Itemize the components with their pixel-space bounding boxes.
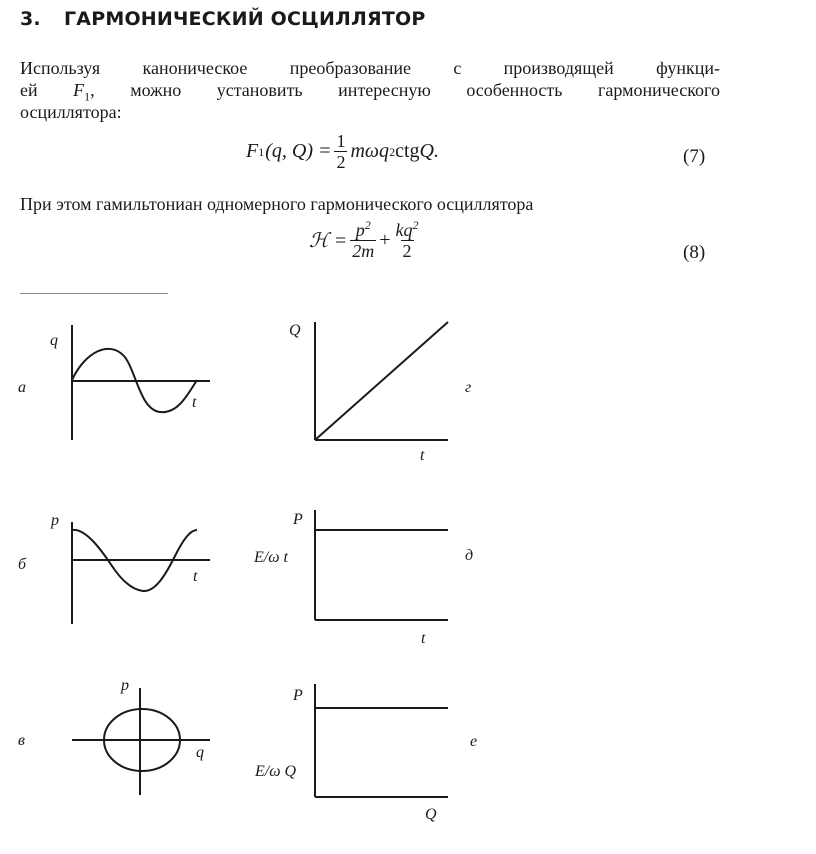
eq8-frac1-den: 2m: [352, 241, 375, 261]
panel-d-level-label: E/ω t: [254, 549, 288, 566]
panel-v-letter: в: [18, 732, 25, 749]
intro-line-1: Используя каноническое преобразование с производящей функци-: [20, 58, 720, 78]
panel-a-y-label: q: [50, 332, 58, 349]
eq8-plus: +: [379, 229, 391, 251]
panel-e-x-label: Q: [425, 806, 437, 823]
panel-a-x-label: t: [192, 394, 197, 411]
panel-d-x-label: t: [421, 630, 426, 647]
eq7-m-omega-q: mωq: [350, 140, 390, 162]
panel-d-letter: д: [465, 547, 474, 564]
eq8-H: ℋ =: [309, 230, 348, 252]
eq7-args: (q, Q) =: [265, 140, 332, 162]
eq8-kq: kq: [395, 220, 413, 240]
panel-v-y-label: p: [121, 677, 129, 694]
eq7-frac-den: 2: [336, 152, 346, 172]
panel-b-x-label: t: [193, 568, 198, 585]
panel-e-level-label: E/ω Q: [255, 763, 297, 780]
panel-v-x-label: q: [196, 744, 204, 761]
panel-g-letter: г: [465, 379, 472, 396]
eq7-Q: Q.: [419, 140, 439, 162]
panel-b-letter: б: [18, 556, 27, 573]
panel-b-y-label: p: [51, 512, 59, 529]
eq7-ctg: ctg: [395, 140, 420, 162]
panel-e-letter: е: [470, 733, 478, 750]
equation-7-number: (7): [683, 146, 706, 167]
symbol-F: F: [73, 80, 85, 100]
panel-e-y-label: P: [293, 687, 303, 704]
intro-line-2-start: ей: [20, 80, 74, 100]
panel-d-y-label: P: [293, 511, 303, 528]
symbol-F-subscript: 1: [84, 89, 91, 104]
section-title: ГАРМОНИЧЕСКИЙ ОСЦИЛЛЯТОР: [64, 8, 426, 30]
equation-8-number: (8): [683, 242, 706, 263]
eq7-F: F: [246, 140, 259, 162]
eq8-p-exp: 2: [364, 218, 371, 232]
section-number: 3.: [20, 8, 41, 30]
panel-g-x-label: t: [420, 447, 425, 464]
eq8-kq-exp: 2: [412, 218, 419, 232]
eq8-frac2-den: 2: [402, 241, 412, 261]
panel-g-y-label: Q: [289, 322, 301, 339]
intro-line-3: осциллятора:: [20, 102, 122, 122]
intro-line-2-end: , можно установить интересную особенность гармонического: [90, 80, 720, 100]
hamiltonian-paragraph: При этом гамильтониан одномерного гармонического осциллятора: [20, 194, 534, 214]
eq8-p: p: [355, 220, 365, 240]
eq7-frac-num: 1: [336, 131, 346, 151]
panel-g-linear-line: [315, 322, 448, 440]
panel-a-letter: а: [18, 379, 26, 396]
equation-7: F 1 (q, Q) = $\frac{1}{2}$ mωq 2 ctg Q.: [246, 131, 439, 172]
